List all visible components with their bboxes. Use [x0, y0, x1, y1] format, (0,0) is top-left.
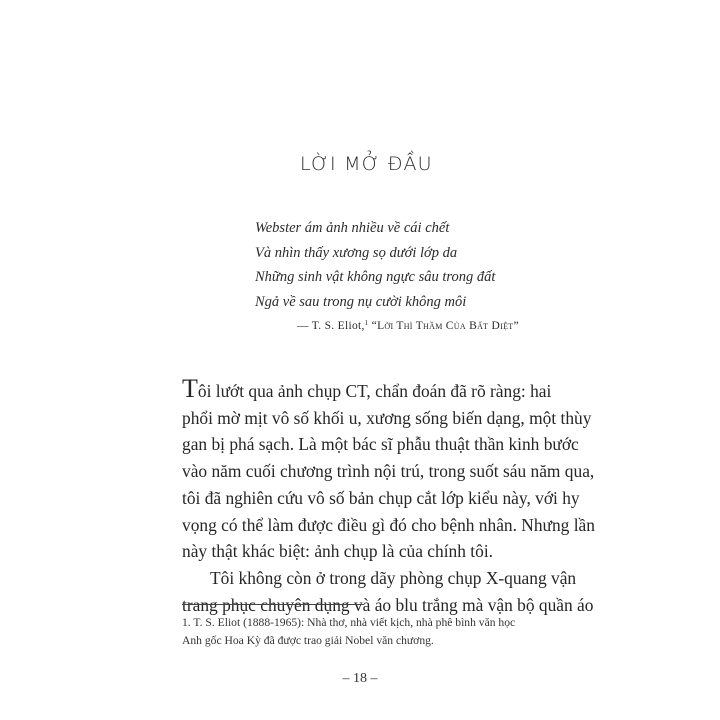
text-line: vọng có thể làm được điều gì đó cho bệnh nhân. Nhưng lần: [182, 514, 595, 535]
epigraph-line: Ngả về sau trong nụ cười không môi: [255, 293, 467, 310]
footnote-marker: 1: [364, 319, 369, 327]
text-line: tôi đã nghiên cứu vô số bản chụp cắt lớp kiểu này, với hy: [182, 487, 580, 508]
footnote-rule: [182, 604, 364, 605]
text-line: vào năm cuối chương trình nội trú, trong suốt sáu năm qua,: [182, 461, 595, 482]
text-line: [182, 374, 552, 405]
footnote: [182, 614, 544, 650]
attribution-author: — T. S. Eliot,: [297, 320, 365, 332]
epigraph-line: Những sinh vật không ngực sâu trong đất: [255, 269, 496, 285]
text-line: Tôi không còn ở trong dãy phòng chụp X-quang vận: [210, 567, 577, 588]
text-line: trang phục chuyên dụng và áo blu trắng mà vận bộ quần áo: [182, 594, 594, 615]
epigraph-line: Và nhìn thấy xương sọ dưới lớp da: [255, 244, 458, 261]
paragraph-2: [182, 565, 594, 618]
drop-cap: T: [182, 374, 198, 403]
body-text: [182, 374, 595, 618]
text-line-content: ôi lướt qua ảnh chụp CT, chẩn đoán đã rõ ràng: hai: [197, 381, 552, 401]
epigraph-line: Webster ám ảnh nhiều về cái chết: [255, 220, 450, 236]
chapter-title: LỜI MỞ ĐẦU: [300, 153, 433, 175]
page-number: – 18 –: [342, 671, 378, 686]
epigraph-poem: [255, 216, 495, 314]
footnote-line: Anh gốc Hoa Kỳ đã được trao giải Nobel văn chương.: [182, 634, 434, 647]
text-line: này thật khác biệt: ảnh chụp là của chính tôi.: [182, 541, 493, 562]
text-line: gan bị phá sạch. Là một bác sĩ phẫu thuật thần kinh bước: [182, 434, 579, 455]
text-line: phổi mờ mịt vô số khối u, xương sống biến dạng, một thùy: [182, 407, 592, 428]
paragraph-1: [182, 374, 595, 565]
attribution-work: “Lời Thì Thầm Của Bất Diệt”: [368, 320, 519, 332]
epigraph-attribution: [297, 319, 519, 332]
footnote-line: 1. T. S. Eliot (1888-1965): Nhà thơ, nhà viết kịch, nhà phê bình văn học: [182, 616, 516, 629]
